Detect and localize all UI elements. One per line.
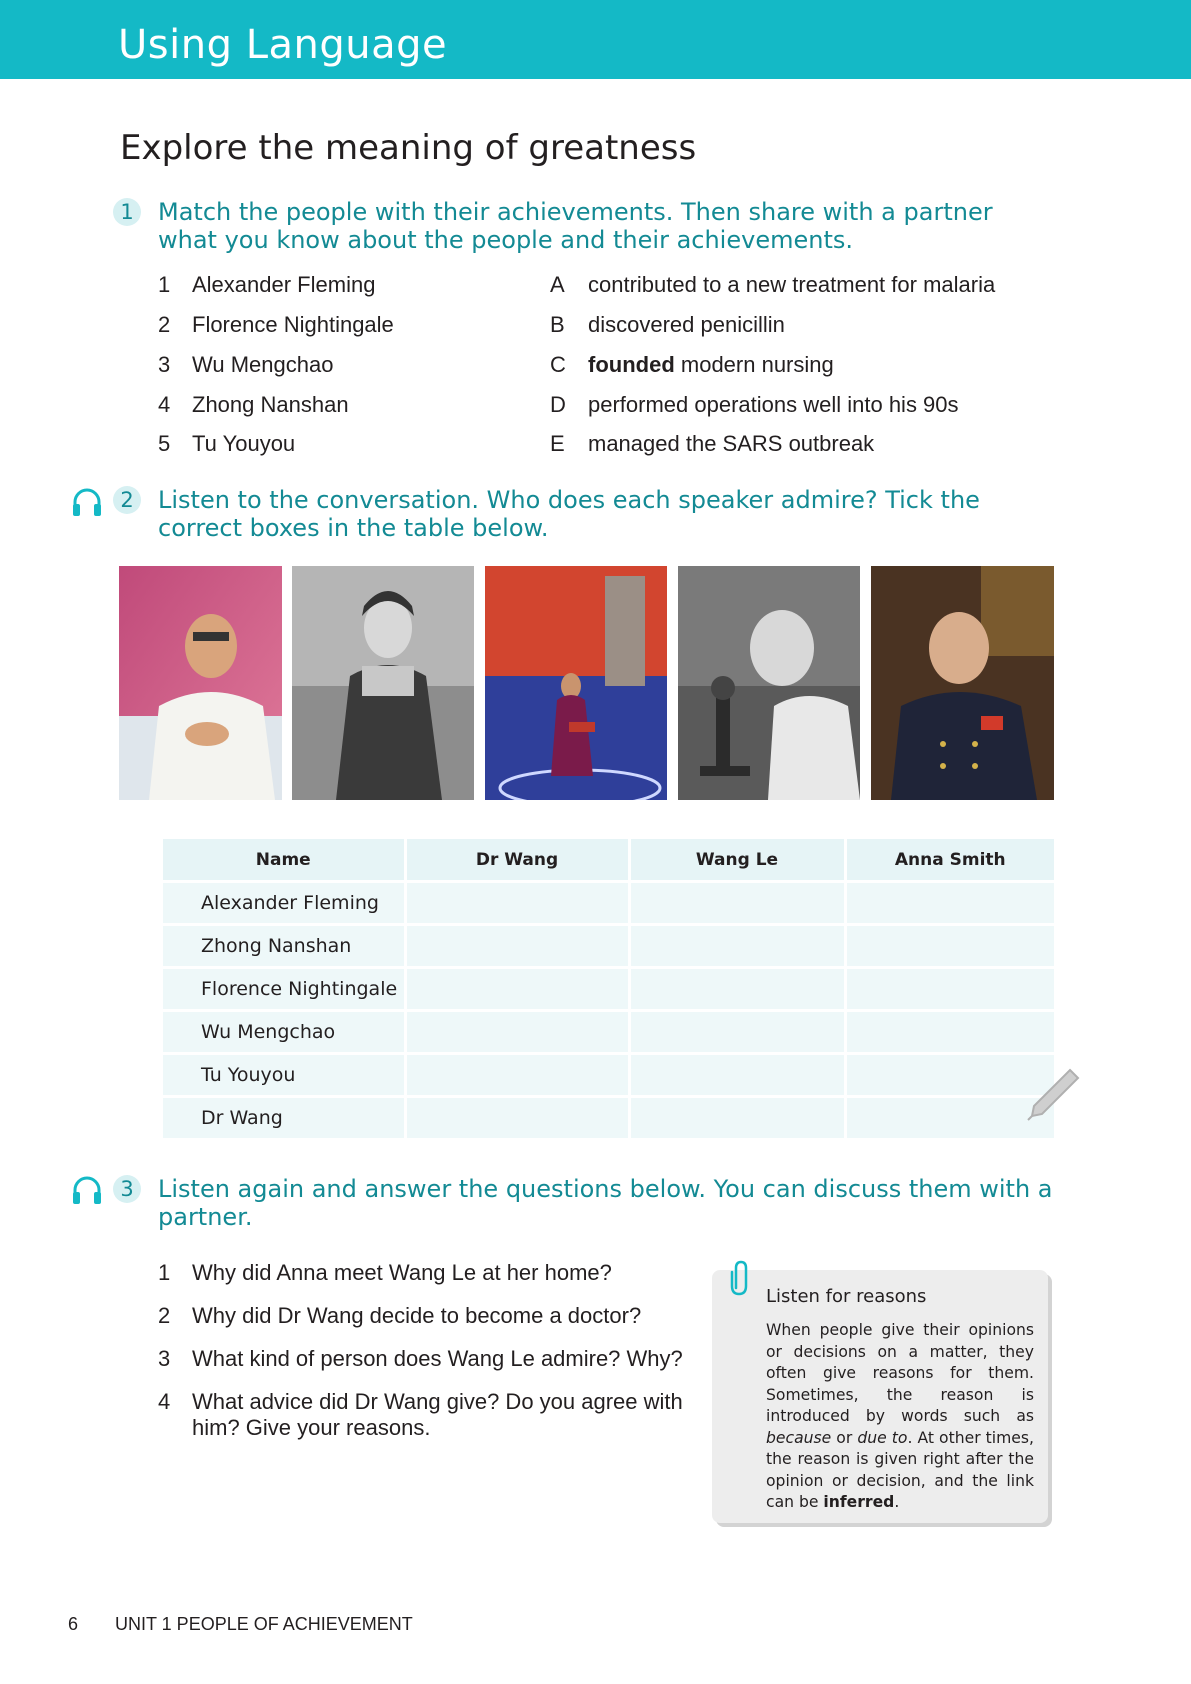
row-name: Tu Youyou: [163, 1054, 405, 1097]
photo-zhong-nanshan: [119, 566, 282, 800]
table-row: [163, 882, 1054, 925]
tick-box[interactable]: [845, 1011, 1054, 1054]
row-name: Alexander Fleming: [163, 882, 405, 925]
tick-box[interactable]: [845, 968, 1054, 1011]
table-row: [163, 925, 1054, 968]
task-number-2: 2: [113, 486, 141, 514]
paperclip-icon: [726, 1258, 756, 1298]
tick-box[interactable]: [629, 925, 845, 968]
tick-box[interactable]: [629, 968, 845, 1011]
photo-wu-mengchao: [871, 566, 1054, 800]
tick-table: [163, 839, 1054, 1141]
task1-instruction: Match the people with their achievements. Then share with a partner what you know about the people and their achievements.: [158, 198, 993, 254]
tick-box[interactable]: [845, 882, 1054, 925]
headphones-icon[interactable]: [70, 1174, 104, 1208]
unit-title: UNIT 1 PEOPLE OF ACHIEVEMENT: [115, 1614, 413, 1634]
row-name: Wu Mengchao: [163, 1011, 405, 1054]
task-number-3: 3: [113, 1175, 141, 1203]
list-item: 4 What advice did Dr Wang give? Do you agree with him? Give your reasons.: [158, 1389, 683, 1440]
column-header: Dr Wang: [405, 839, 629, 882]
tip-body: When people give their opinions or decisions on a matter, they often give reasons for them. Sometimes, the reason is introduced by words such as because or due to. At other times, the reason is given right after the opinion or decision, and the link can be inferred.: [766, 1321, 1034, 1511]
tick-box[interactable]: [629, 882, 845, 925]
tick-box[interactable]: [845, 1097, 1054, 1140]
section-heading: Explore the meaning of greatness: [120, 128, 697, 168]
bold-word: inferred: [823, 1493, 895, 1511]
tick-box[interactable]: [405, 1097, 629, 1140]
column-header: Name: [163, 839, 405, 882]
tick-box[interactable]: [629, 1054, 845, 1097]
tick-box[interactable]: [405, 1054, 629, 1097]
table-row: [163, 1054, 1054, 1097]
photo-florence-nightingale: [292, 566, 474, 800]
table-header-row: [163, 839, 1054, 882]
italic-word: because: [766, 1428, 832, 1447]
italic-word: due to: [857, 1428, 908, 1447]
tip-title: Listen for reasons: [766, 1286, 927, 1307]
headphones-icon[interactable]: [70, 486, 104, 520]
photo-alexander-fleming: [678, 566, 860, 800]
page-number: 6: [68, 1614, 79, 1634]
tick-box[interactable]: [629, 1097, 845, 1140]
tick-box[interactable]: [405, 968, 629, 1011]
tick-box[interactable]: [845, 925, 1054, 968]
row-name: Dr Wang: [163, 1097, 405, 1140]
row-name: Zhong Nanshan: [163, 925, 405, 968]
tick-box[interactable]: [405, 1011, 629, 1054]
photo-strip: [119, 566, 1054, 800]
photo-tu-youyou: [485, 566, 667, 800]
table-row: [163, 968, 1054, 1011]
tick-box[interactable]: [405, 882, 629, 925]
tick-box[interactable]: [629, 1011, 845, 1054]
tick-box[interactable]: [405, 925, 629, 968]
pencil-icon: [1024, 1066, 1082, 1124]
bold-word: founded: [588, 352, 675, 377]
task2-instruction: Listen to the conversation. Who does each speaker admire? Tick the correct boxes in the table below.: [158, 486, 980, 542]
column-header: Wang Le: [629, 839, 845, 882]
task3-instruction: Listen again and answer the questions below. You can discuss them with a partner.: [158, 1175, 1053, 1231]
column-header: Anna Smith: [845, 839, 1054, 882]
task-number-1: 1: [113, 198, 141, 226]
table-row: [163, 1011, 1054, 1054]
page-title: Using Language: [118, 22, 448, 68]
row-name: Florence Nightingale: [163, 968, 405, 1011]
tick-box[interactable]: [845, 1054, 1054, 1097]
table-row: [163, 1097, 1054, 1140]
